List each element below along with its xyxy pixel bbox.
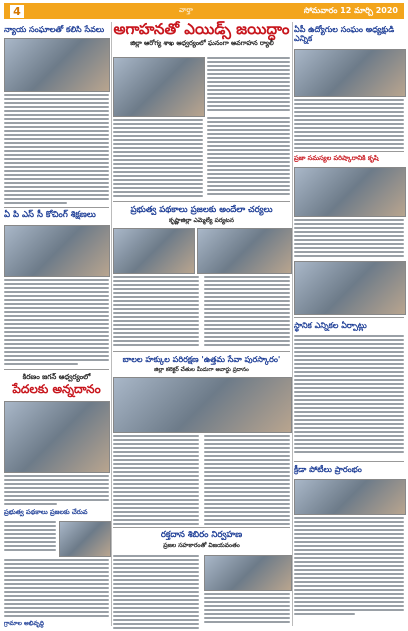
column-left xyxy=(4,21,109,627)
story-body xyxy=(207,57,290,113)
story-subtitle: కృష్ణాజిల్లా ఎమ్మెల్యే పర్యటన xyxy=(168,217,234,224)
story-title: ఏపీ ఉద్యోగుల సంఘం అధ్యక్షుడి ఎన్నిక xyxy=(294,25,395,44)
story-title: ప్రభుత్వ పథకాలు ప్రజలకు చేరువ xyxy=(4,508,88,516)
lead-headline: అగాహనతో ఎయిడ్స్ జయిద్దాం xyxy=(113,20,290,38)
story-title: క్రీడా పోటీలు ప్రారంభం xyxy=(294,465,362,474)
story-body xyxy=(294,335,404,455)
story-photo xyxy=(113,228,195,274)
story-title: గ్రామాల అభివృద్ధి xyxy=(4,620,45,627)
story-photo xyxy=(59,521,111,557)
story-title: ఏ పి ఎస్ సీ కోచింగ్ శిక్షణలు xyxy=(4,210,96,220)
column-right xyxy=(294,21,404,627)
story-photo xyxy=(294,167,406,217)
story-photo xyxy=(294,479,406,515)
lead-subheadline: జిల్లా ఆరోగ్య శాఖ ఆధ్వర్యంలో ఘనంగా అవగాహన ర్యాలీ xyxy=(130,39,274,47)
divider xyxy=(294,151,404,152)
story-title: ప్రభుత్వ పథకాలు ప్రజలకు అందేలా చర్యలు xyxy=(130,205,273,215)
story-title: రక్తదాన శిబిరం నిర్వహణ xyxy=(160,530,243,540)
story-photo xyxy=(294,261,406,315)
story-body xyxy=(113,435,199,527)
story-title: బాలల హక్కుల పరిరక్షణ 'ఉత్తమ సేవా పురస్కారం' xyxy=(122,355,281,364)
column-center xyxy=(113,21,290,627)
story-photo xyxy=(4,401,110,473)
page-number: 4 xyxy=(10,5,24,18)
column-divider xyxy=(292,22,293,626)
story-photo xyxy=(4,38,110,92)
story-body xyxy=(204,593,290,625)
divider xyxy=(4,207,109,208)
divider xyxy=(4,369,109,370)
story-photo xyxy=(4,225,110,277)
story-body xyxy=(4,94,109,206)
story-body xyxy=(113,555,199,631)
story-body xyxy=(4,559,109,619)
story-photo xyxy=(204,555,292,591)
divider xyxy=(113,201,290,202)
story-title: పేదలకు అన్నదానం xyxy=(12,382,101,396)
issue-date: సోమవారం 12 మార్చి 2020 xyxy=(303,6,398,15)
divider xyxy=(294,461,404,462)
divider xyxy=(294,317,404,318)
divider xyxy=(113,351,290,352)
story-title: స్థానిక ఎన్నికల ఏర్పాట్లు xyxy=(294,321,367,330)
story-body xyxy=(207,117,290,197)
story-photo xyxy=(294,49,406,97)
lead-photo xyxy=(113,57,205,117)
page-header-bar xyxy=(4,3,404,19)
column-divider xyxy=(111,22,112,626)
story-kicker: కిరణం జగన్ ఆధ్వర్యంలో xyxy=(22,373,91,381)
story-title: ప్రజా సమస్యల పరిష్కారానికి కృషి xyxy=(294,154,379,162)
story-title: న్యాయ సంఘాలతో కలిసి సేవలు xyxy=(4,25,105,34)
story-body xyxy=(204,276,290,348)
story-body xyxy=(4,279,109,367)
story-photo xyxy=(113,377,292,433)
story-photo xyxy=(197,228,292,274)
story-body xyxy=(113,276,199,348)
story-body xyxy=(4,475,109,507)
divider xyxy=(113,527,290,528)
story-body xyxy=(294,517,404,617)
story-body xyxy=(113,119,203,199)
story-subtitle: జిల్లా కలెక్టర్ చేతుల మీదుగా అవార్డు ప్రదానం xyxy=(154,367,249,373)
story-body xyxy=(294,99,404,151)
masthead-logo: వార్తా xyxy=(179,6,193,14)
story-subtitle: ప్రజల సహకారంతో విజయవంతం xyxy=(163,542,240,549)
story-body xyxy=(4,521,56,553)
story-body xyxy=(204,435,290,527)
story-body xyxy=(294,219,404,259)
